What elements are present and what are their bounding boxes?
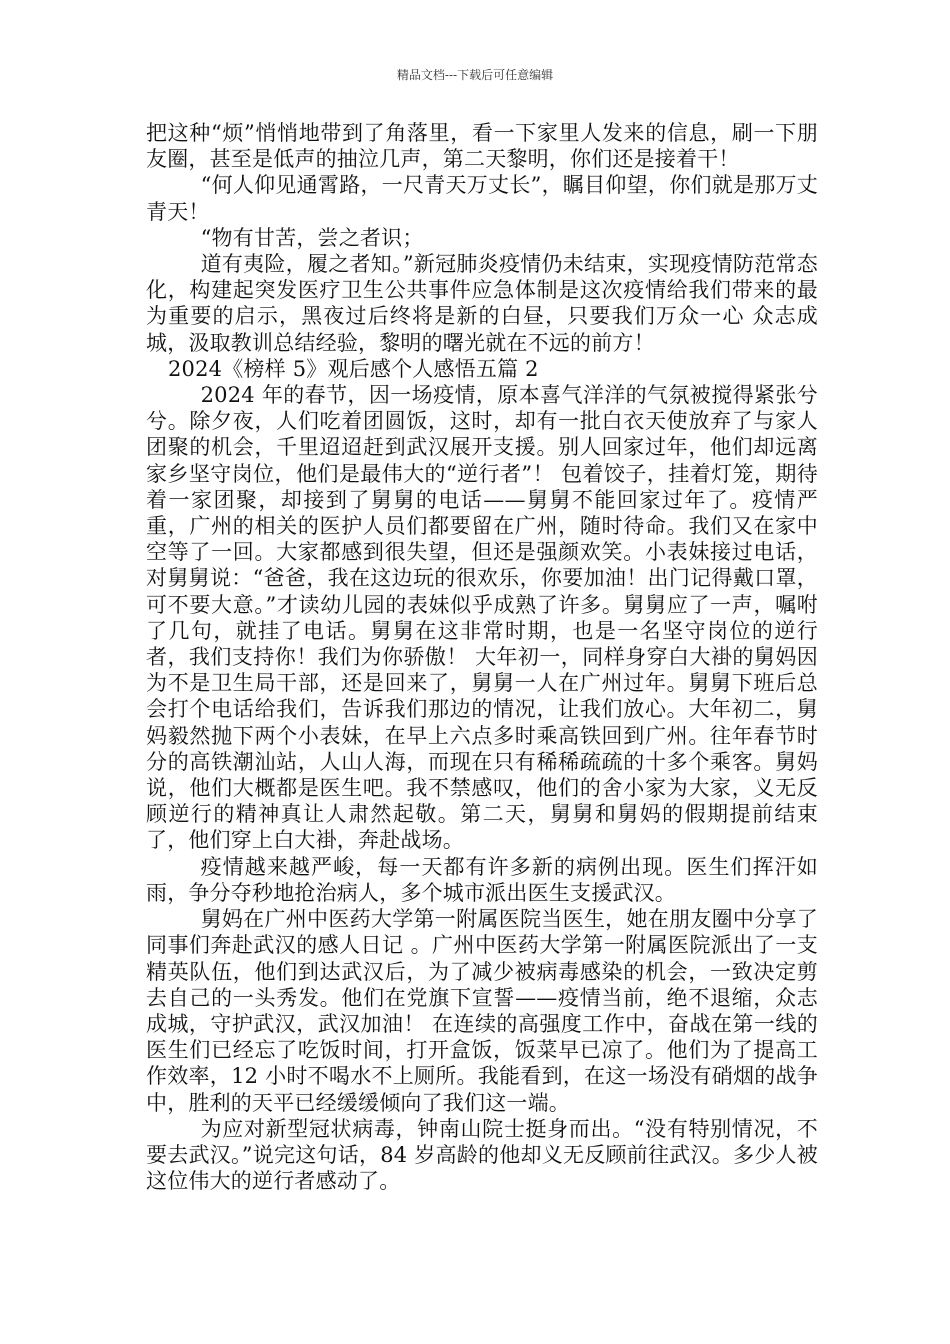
paragraph: 为应对新型冠状病毒，钟南山院士挺身而出。“没有特别情况，不要去武汉。”说完这句话，84 岁高龄的他却义无反顾前往武汉。多少人被这位伟大的逆行者感动了。 xyxy=(146,1116,818,1194)
page-header: 精品文档---下载后可任意编辑 xyxy=(396,68,554,82)
document-body xyxy=(146,120,818,1194)
paragraph: 2024 年的春节，因一场疫情，原本喜气洋洋的气氛被搅得紧张兮兮。除夕夜，人们吃着团圆饭，这时，却有一批白衣天使放弃了与家人团聚的机会，千里迢迢赶到武汉展开支援。别人回家过年，他们却远离家乡坚守岗位，他们是最伟大的“逆行者”！ 包着饺子，挂着灯笼，期待着一家团聚，却接到了舅舅的电话——舅舅不能回家过年了。疫情严重，广州的相关的医护人员们都要留在广州，随时待命。我们又在家中空等了一回。大家都感到很失望，但还是强颜欢笑。小表妹接过电话，对舅舅说：“爸爸，我在这边玩的很欢乐，你要加油！出门记得戴口罩，可不要大意。”才读幼儿园的表妹似乎成熟了许多。舅舅应了一声，嘱咐了几句，就挂了电话。舅舅在这非常时期，也是一名坚守岗位的逆行者，我们支持你！我们为你骄傲！ 大年初一，同样身穿白大褂的舅妈因为不是卫生局干部，还是回来了，舅舅一人在广州过年。舅舅下班后总会打个电话给我们，告诉我们那边的情况，让我们放心。大年初二，舅妈毅然抛下两个小表妹，在早上六点多时乘高铁回到广州。往年春节时分的高铁潮汕站，人山人海，而现在只有稀稀疏疏的十多个乘客。舅妈说，他们大概都是医生吧。我不禁感叹，他们的舍小家为大家，义无反顾逆行的精神真让人肃然起敬。第二天，舅舅和舅妈的假期提前结束了，他们穿上白大褂，奔赴战场。 xyxy=(146,383,818,853)
paragraph: 把这种“烦”悄悄地带到了角落里，看一下家里人发来的信息，刷一下朋友圈，甚至是低声的抽泣几声，第二天黎明，你们还是接着干！ xyxy=(146,121,818,172)
paragraph: “何人仰见通霄路，一尺青天万丈长”，瞩目仰望，你们就是那万丈青天！ xyxy=(146,173,818,224)
paragraph: “物有甘苦，尝之者识； xyxy=(200,225,424,250)
section-title: 2024《榜样 5》观后感个人感悟五篇 2 xyxy=(168,356,539,381)
paragraph: 疫情越来越严峻，每一天都有许多新的病例出现。医生们挥汗如雨，争分夺秒地抢治病人，多个城市派出医生支援武汉。 xyxy=(146,854,818,905)
paragraph: 舅妈在广州中医药大学第一附属医院当医生，她在朋友圈中分享了同事们奔赴武汉的感人日记 。广州中医药大学第一附属医院派出了一支精英队伍，他们到达武汉后，为了减少被病毒感染的机会，一致决定剪去自己的一头秀发。他们在党旗下宣誓——疫情当前，绝不退缩，众志成城，守护武汉，武汉加油！ 在连续的高强度工作中，奋战在第一线的医生们已经忘了吃饭时间，打开盒饭，饭菜早已凉了。他们为了提高工作效率，12 小时不喝水不上厕所。我能看到，在这一场没有硝烟的战争中，胜利的天平已经缓缓倾向了我们这一端。 xyxy=(146,907,818,1115)
paragraph: 道有夷险，履之者知。”新冠肺炎疫情仍未结束，实现疫情防范常态化，构建起突发医疗卫生公共事件应急体制是这次疫情给我们带来的最为重要的启示，黑夜过后终将是新的白昼，只要我们万众一心 众志成城，汲取教训总结经验，黎明的曙光就在不远的前方！ xyxy=(146,252,818,355)
